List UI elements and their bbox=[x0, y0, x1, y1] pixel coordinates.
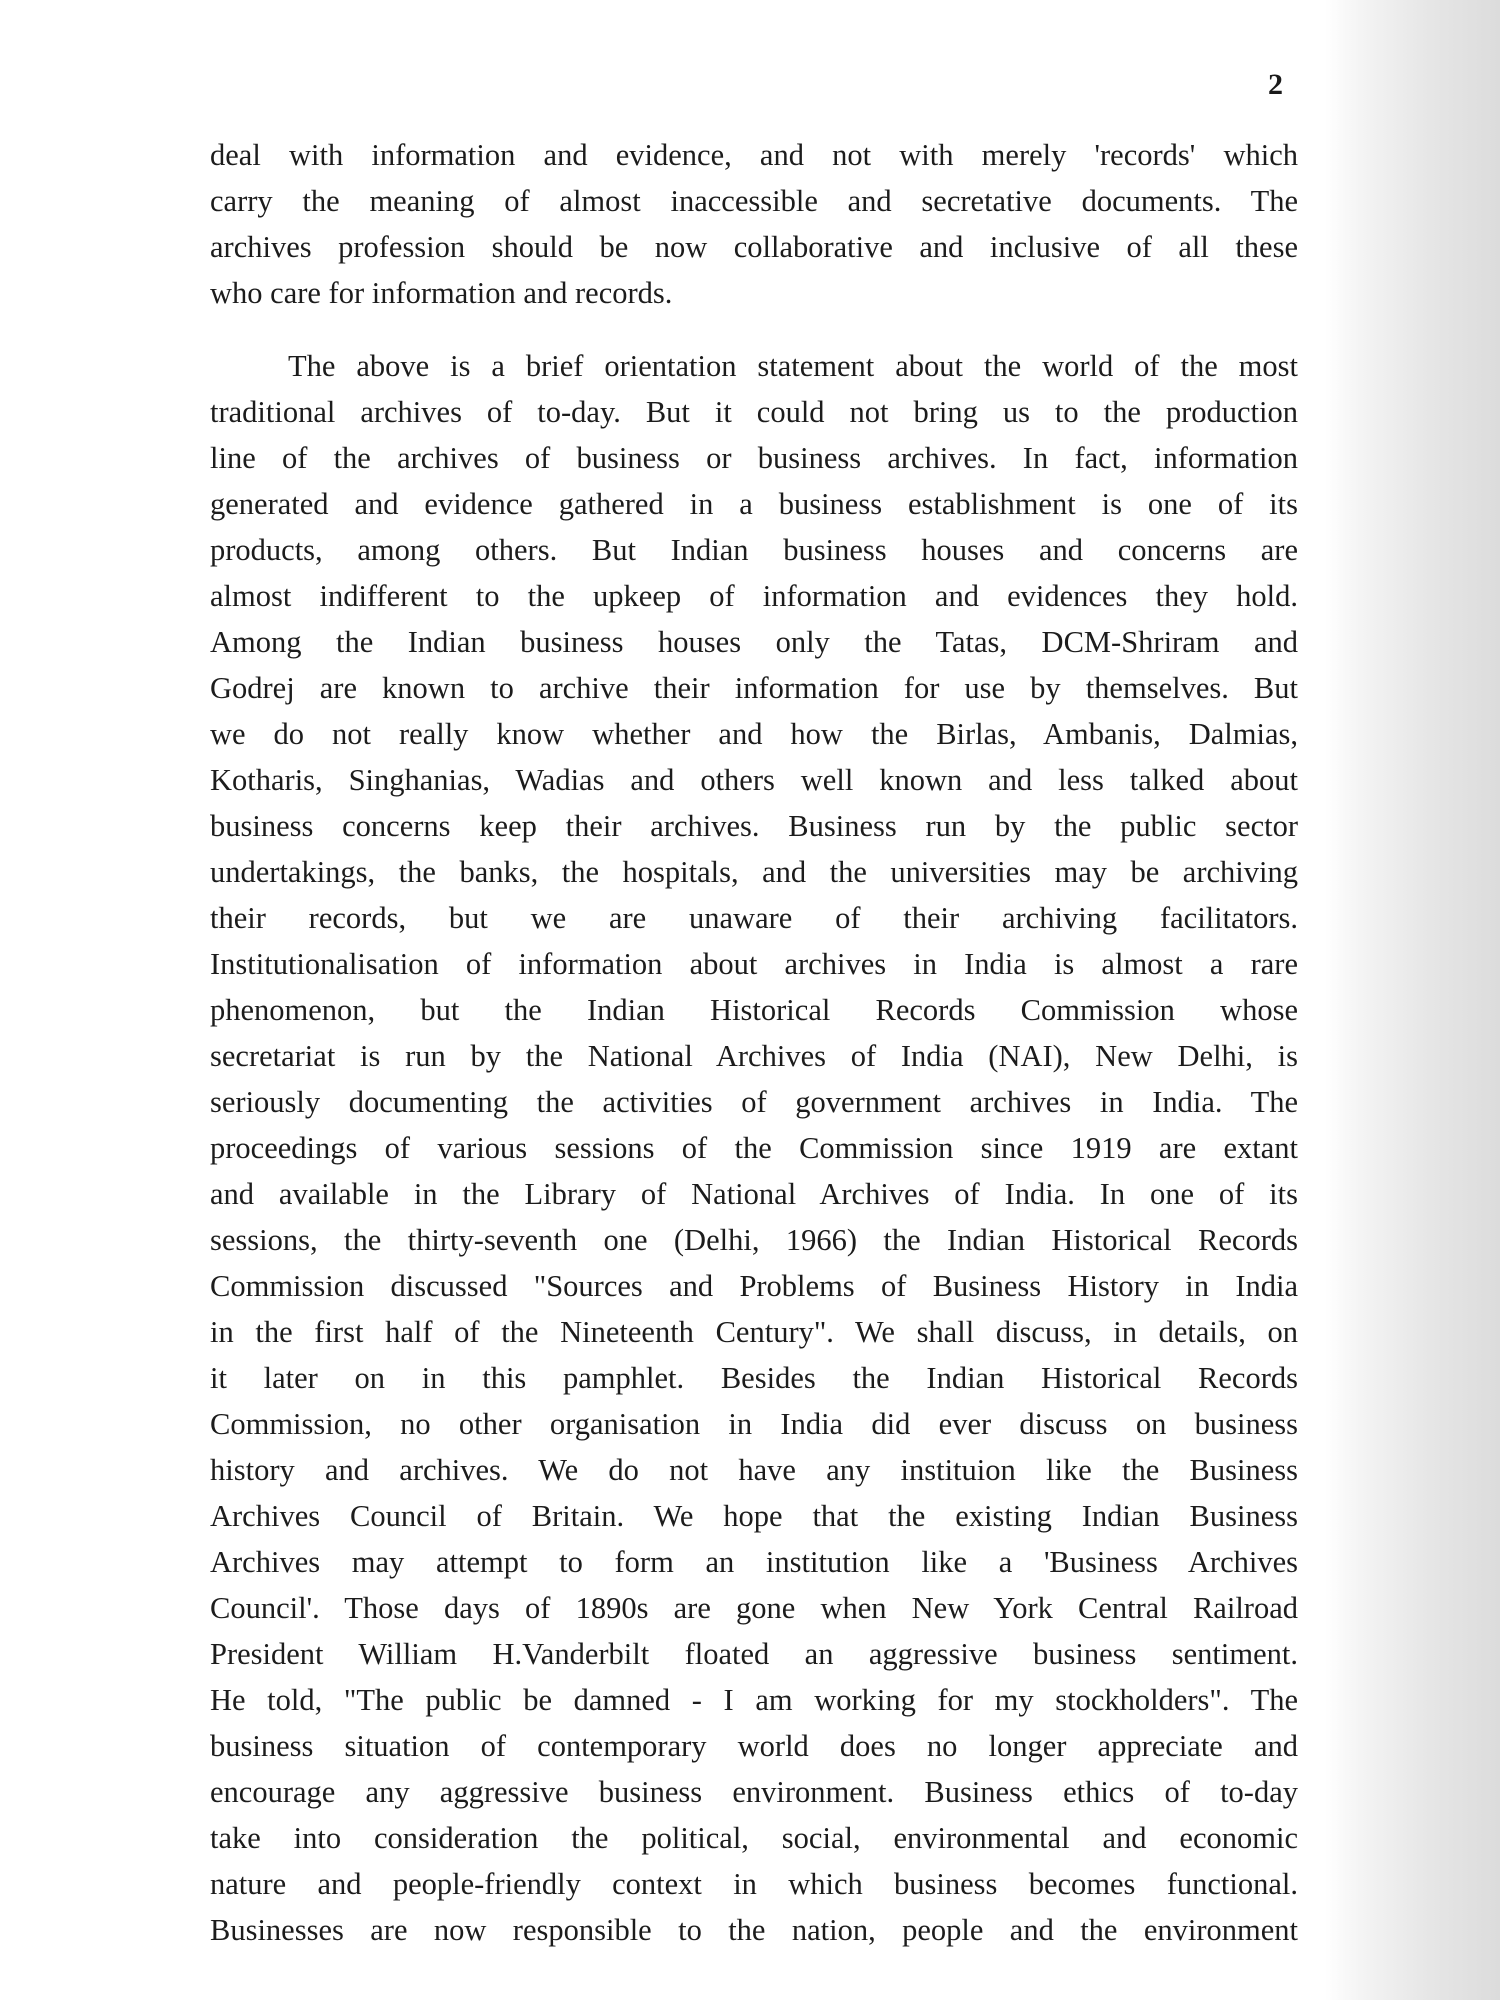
text-line: business concerns keep their archives. Business run by the public sector bbox=[210, 809, 1298, 843]
text-line: Council'. Those days of 1890s are gone when New York Central Railroad bbox=[210, 1591, 1298, 1625]
text-line: Institutionalisation of information about archives in India is almost a rare bbox=[210, 947, 1298, 981]
text-line: carry the meaning of almost inaccessible and secretative documents. The bbox=[210, 184, 1298, 218]
text-line: archives profession should be now collaborative and inclusive of all these bbox=[210, 230, 1298, 264]
text-line: undertakings, the banks, the hospitals, and the universities may be archiving bbox=[210, 855, 1298, 889]
text-line: who care for information and records. bbox=[210, 276, 673, 310]
text-line: generated and evidence gathered in a business establishment is one of its bbox=[210, 487, 1298, 521]
text-line: The above is a brief orientation statement about the world of the most bbox=[288, 349, 1298, 383]
text-line: sessions, the thirty-seventh one (Delhi, 1966) the Indian Historical Records bbox=[210, 1223, 1298, 1257]
text-line: seriously documenting the activities of government archives in India. The bbox=[210, 1085, 1298, 1119]
text-line: we do not really know whether and how the Birlas, Ambanis, Dalmias, bbox=[210, 717, 1298, 751]
scan-edge-shadow bbox=[1325, 0, 1500, 2000]
text-line: business situation of contemporary world does no longer appreciate and bbox=[210, 1729, 1298, 1763]
text-line: secretariat is run by the National Archives of India (NAI), New Delhi, is bbox=[210, 1039, 1298, 1073]
text-line: phenomenon, but the Indian Historical Records Commission whose bbox=[210, 993, 1298, 1027]
text-line: nature and people-friendly context in which business becomes functional. bbox=[210, 1867, 1298, 1901]
text-line: Commission discussed "Sources and Problems of Business History in India bbox=[210, 1269, 1298, 1303]
text-line: their records, but we are unaware of their archiving facilitators. bbox=[210, 901, 1298, 935]
text-line: take into consideration the political, social, environmental and economic bbox=[210, 1821, 1298, 1855]
text-line: Godrej are known to archive their information for use by themselves. But bbox=[210, 671, 1298, 705]
text-line: and available in the Library of National Archives of India. In one of its bbox=[210, 1177, 1298, 1211]
page-number: 2 bbox=[1268, 68, 1283, 101]
text-line: traditional archives of to-day. But it could not bring us to the production bbox=[210, 395, 1298, 429]
text-line: it later on in this pamphlet. Besides the Indian Historical Records bbox=[210, 1361, 1298, 1395]
text-line: proceedings of various sessions of the Commission since 1919 are extant bbox=[210, 1131, 1298, 1165]
text-line: President William H.Vanderbilt floated an aggressive business sentiment. bbox=[210, 1637, 1298, 1671]
text-line: history and archives. We do not have any instituion like the Business bbox=[210, 1453, 1298, 1487]
text-line: Archives Council of Britain. We hope that the existing Indian Business bbox=[210, 1499, 1298, 1533]
text-line: encourage any aggressive business environment. Business ethics of to-day bbox=[210, 1775, 1298, 1809]
text-line: almost indifferent to the upkeep of information and evidences they hold. bbox=[210, 579, 1298, 613]
paragraph bbox=[210, 343, 1298, 1953]
text-line: line of the archives of business or business archives. In fact, information bbox=[210, 441, 1298, 475]
text-line: Archives may attempt to form an institution like a 'Business Archives bbox=[210, 1545, 1298, 1579]
text-line: Kotharis, Singhanias, Wadias and others well known and less talked about bbox=[210, 763, 1298, 797]
text-line: Businesses are now responsible to the nation, people and the environment bbox=[210, 1913, 1298, 1947]
text-line: Commission, no other organisation in India did ever discuss on business bbox=[210, 1407, 1298, 1441]
text-line: Among the Indian business houses only the Tatas, DCM-Shriram and bbox=[210, 625, 1298, 659]
text-line: in the first half of the Nineteenth Century". We shall discuss, in details, on bbox=[210, 1315, 1298, 1349]
text-line: deal with information and evidence, and not with merely 'records' which bbox=[210, 138, 1298, 172]
text-line: He told, "The public be damned - I am working for my stockholders". The bbox=[210, 1683, 1298, 1717]
paragraph bbox=[210, 132, 1298, 316]
text-line: products, among others. But Indian business houses and concerns are bbox=[210, 533, 1298, 567]
